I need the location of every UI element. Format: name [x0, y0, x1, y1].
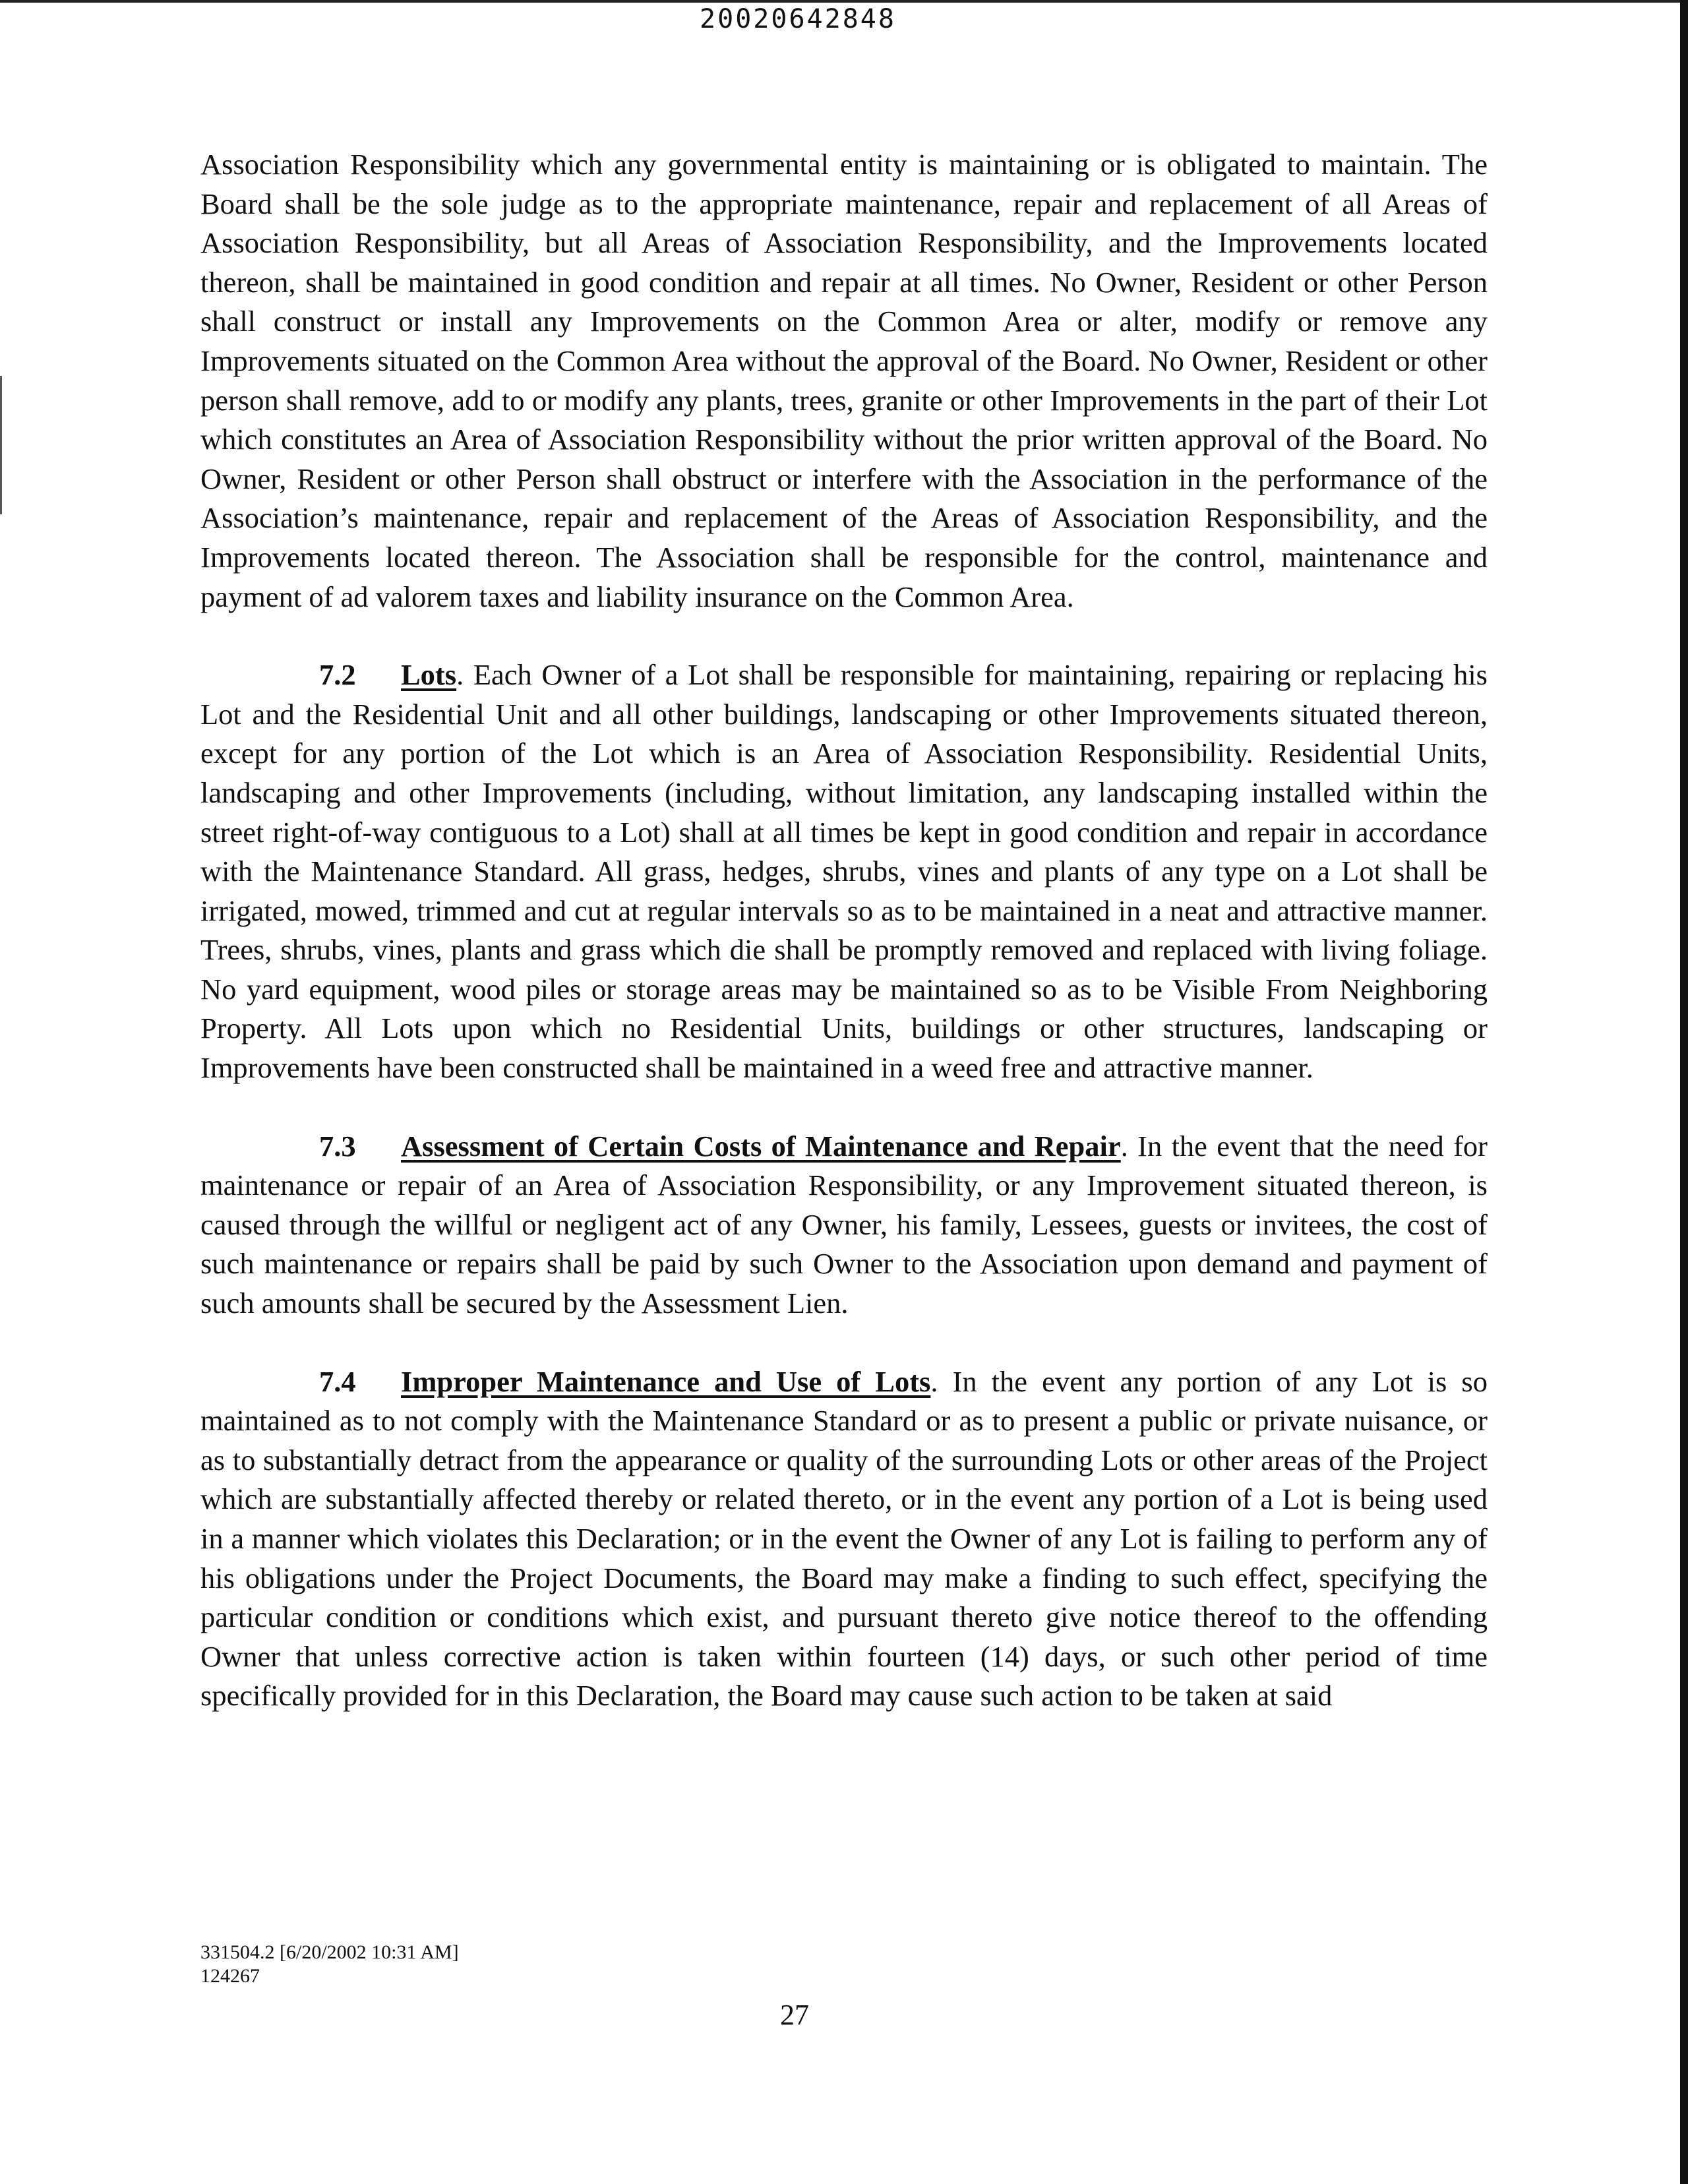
document-number: 20020642848: [700, 4, 896, 34]
intro-paragraph: Association Responsibility which any governmental entity is maintaining or is obligated to maintain. The Board shall be the sole judge as to the appropriate maintenance, repair and replacement of all Areas of Association Responsibility, but all Areas of Association Responsibility, and the Improvements located thereon, shall be maintained in good condition and repair at all times. No Owner, Resident or other Person shall construct or install any Improvements on the Common Area or alter, modify or remove any Improvements situated on the Common Area without the approval of the Board. No Owner, Resident or other person shall remove, add to or modify any plants, trees, granite or other Improvements in the part of their Lot which constitutes an Area of Association Responsibility without the prior written approval of the Board. No Owner, Resident or other Person shall obstruct or interfere with the Association in the performance of the Association’s maintenance, repair and replacement of the Areas of Association Responsibility, and the Improvements located thereon. The Association shall be responsible for the control, maintenance and payment of ad valorem taxes and liability insurance on the Common Area.: [200, 148, 1488, 613]
section-title: Improper Maintenance and Use of Lots: [401, 1364, 931, 1398]
paragraph-gap: [200, 1323, 1488, 1362]
section-7-4: [200, 1362, 1488, 1716]
section-number: 7.4: [319, 1364, 356, 1398]
scan-top-border: [0, 0, 1688, 3]
section-number: 7.2: [319, 658, 356, 692]
section-title-suffix: .: [456, 658, 464, 692]
scan-left-mark: [0, 376, 2, 514]
section-text: In the event any portion of any Lot is so maintained as to not comply with the Maintenance Standard or as to present a public or private nuisance, or as to substantially detract from the appearance or quality of the surrounding Lots or other areas of the Project which are substantially affected thereby or related thereto, or in the event any portion of a Lot is being used in a manner which violates this Declaration; or in the event the Owner of any Lot is failing to perform any of his obligations under the Project Documents, the Board may make a finding to such effect, specifying the particular condition or conditions which exist, and pursuant thereto give notice thereof to the offending Owner that unless corrective action is taken within fourteen (14) days, or such other period of time specifically provided for in this Declaration, the Board may cause such action to be taken at said: [200, 1364, 1488, 1713]
scan-right-border: [1680, 0, 1688, 2184]
footer-doc-ref: 331504.2 [6/20/2002 10:31 AM]: [200, 1941, 459, 1963]
section-text: In the event that the need for maintenance or repair of an Area of Association Responsibility, or any Improvement situated thereon, is caused through the willful or negligent act of any Owner, his family, Lessees, guests or invitees, the cost of such maintenance or repairs shall be paid by such Owner to the Association upon demand and payment of such amounts shall be secured by the Assessment Lien.: [200, 1129, 1488, 1320]
footer-reference: [200, 1941, 459, 1988]
section-title-suffix: .: [1120, 1129, 1128, 1163]
section-7-2: [200, 655, 1488, 1088]
section-title-suffix: .: [930, 1364, 938, 1398]
footer-file-number: 124267: [200, 1965, 260, 1987]
paragraph-gap: [200, 1088, 1488, 1127]
section-number: 7.3: [319, 1129, 356, 1163]
page-body: [200, 145, 1488, 1716]
page-number: 27: [780, 1999, 809, 2031]
paragraph-gap: [200, 617, 1488, 655]
section-title: Assessment of Certain Costs of Maintenance and Repair: [401, 1129, 1121, 1163]
section-title: Lots: [401, 658, 457, 692]
section-text: Each Owner of a Lot shall be responsible for maintaining, repairing or replacing his Lot and the Residential Unit and all other buildings, landscaping or other Improvements situated thereon, except for any portion of the Lot which is an Area of Association Responsibility. Residential Units, landscaping and other Improvements (including, without limitation, any landscaping installed within the street right-of-way contiguous to a Lot) shall at all times be kept in good condition and repair in accordance with the Maintenance Standard. All grass, hedges, shrubs, vines and plants of any type on a Lot shall be irrigated, mowed, trimmed and cut at regular intervals so as to be maintained in a neat and attractive manner. Trees, shrubs, vines, plants and grass which die shall be promptly removed and replaced with living foliage. No yard equipment, wood piles or storage areas may be maintained so as to be Visible From Neighboring Property. All Lots upon which no Residential Units, buildings or other structures, landscaping or Improvements have been constructed shall be maintained in a weed free and attractive manner.: [200, 658, 1488, 1085]
section-7-3: [200, 1127, 1488, 1323]
